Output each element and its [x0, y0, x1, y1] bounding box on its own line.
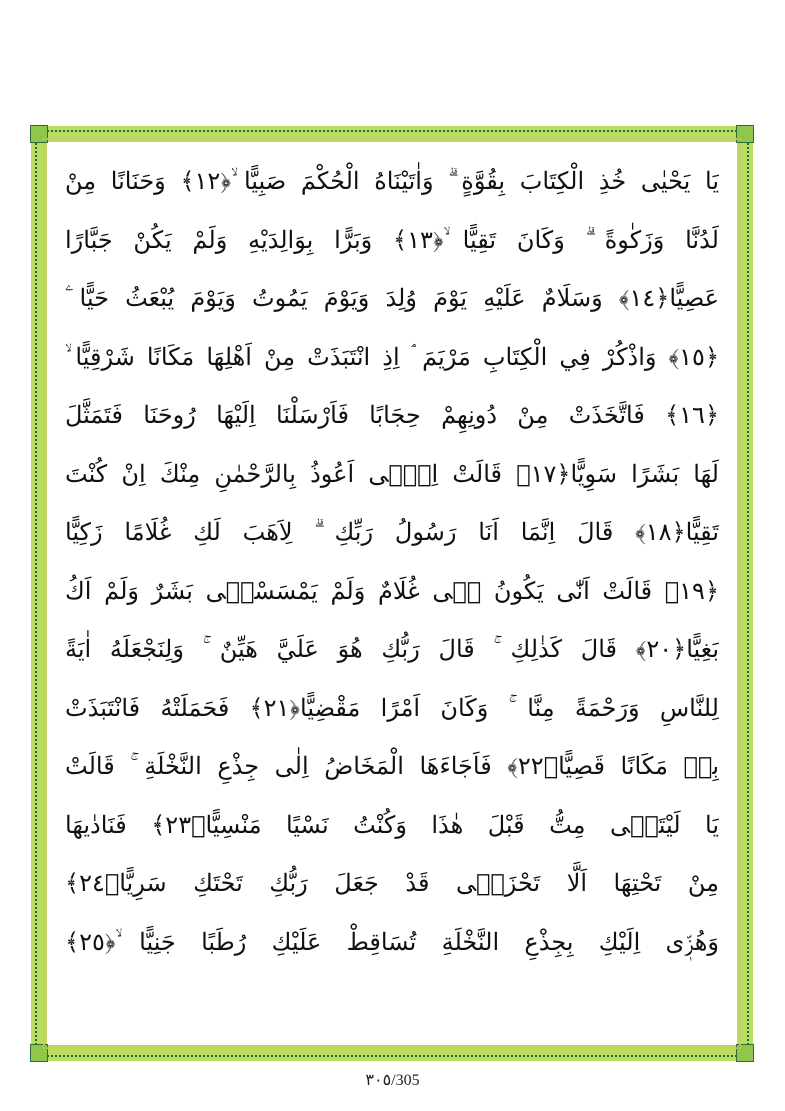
verse-line: يَا لَيْتَنٖى مِتُّ قَبْلَ هٰذَا وَكُنْتُ نَسْيًا مَنْسِيًّا﴿٢٣﴾ فَنَادٰيهَا — [65, 810, 719, 839]
verse-line: ﴿١٦﴾ فَاتَّخَذَتْ مِنْ دُونِهِمْ حِجَابًا فَاَرْسَلْنَا اِلَيْهَا رُوحَنَا فَتَمَثَّلَ — [65, 401, 719, 429]
verse-text-block — [65, 152, 719, 1035]
verse-line: يَا يَحْيٰى خُذِ الْكِتَابَ بِقُوَّةٍ ۗ وَاٰتَيْنَاهُ الْحُكْمَ صَبِيًّا ۙ﴿١٢﴾ وَحَنَانًا مِنْ — [65, 167, 719, 195]
verse-line: عَصِيًّا﴿١٤﴾ وَسَلَامٌ عَلَيْهِ يَوْمَ وُلِدَ وَيَوْمَ يَمُوتُ وَيَوْمَ يُبْعَثُ حَيًّا ۧ — [65, 284, 719, 312]
verse-line: لَهَا بَشَرًا سَوِيًّا﴿١٧﴾ قَالَتْ اِنّٖى اَعُوذُ بِالرَّحْمٰنِ مِنْكَ اِنْ كُنْتَ — [65, 459, 719, 488]
verse-line: وَهُزّٖى اِلَيْكِ بِجِذْعِ النَّخْلَةِ تُسَاقِطْ عَلَيْكِ رُطَبًا جَنِيًّا ۙ﴿٢٥﴾ — [65, 927, 719, 956]
verse-line: ﴿١٥﴾ وَاذْكُرْ فِي الْكِتَابِ مَرْيَمَ ۘ اِذِ انْتَبَذَتْ مِنْ اَهْلِهَا مَكَانًا شَرْقِيًّا ۙ — [65, 342, 719, 371]
verse-line: لِلنَّاسِ وَرَحْمَةً مِنَّا ۚ وَكَانَ اَمْرًا مَقْضِيًّا﴿٢١﴾ فَحَمَلَتْهُ فَانْتَبَذَتْ — [65, 693, 719, 722]
verse-line: بِهٖ مَكَانًا قَصِيًّا﴿٢٢﴾ فَاَجَاءَهَا الْمَخَاضُ اِلٰى جِذْعِ النَّخْلَةِ ۚ قَالَتْ — [65, 752, 719, 780]
verse-line: مِنْ تَحْتِهَا اَلَّا تَحْزَنٖى قَدْ جَعَلَ رَبُّكِ تَحْتَكِ سَرِيًّا﴿٢٤﴾ — [65, 869, 719, 897]
frame-corner-ornament — [30, 1044, 48, 1062]
frame-corner-ornament — [30, 125, 48, 143]
verse-line: ﴿١٩﴾ قَالَتْ اَنّٰى يَكُونُ لٖى غُلَامٌ وَلَمْ يَمْسَسْنٖى بَشَرٌ وَلَمْ اَكُ — [65, 576, 719, 605]
verse-line: تَقِيًّا﴿١٨﴾ قَالَ اِنَّمَا اَنَا رَسُولُ رَبِّكِ ۗ لِاَهَبَ لَكِ غُلَامًا زَكِيًّا — [65, 518, 719, 546]
frame-corner-ornament — [736, 1044, 754, 1062]
verse-line: لَدُنَّا وَزَكٰوةً ۗ وَكَانَ تَقِيًّا ۙ﴿١٣﴾ وَبَرًّا بِوَالِدَيْهِ وَلَمْ يَكُنْ جَبَّارًا — [65, 225, 719, 254]
page-number: ٣٠٥/305 — [365, 1072, 420, 1089]
verse-line: بَغِيًّا﴿٢٠﴾ قَالَ كَذٰلِكِ ۚ قَالَ رَبُّكِ هُوَ عَلَيَّ هَيِّنٌ ۚ وَلِنَجْعَلَهُ اٰيَةً — [65, 635, 719, 663]
frame-corner-ornament — [736, 125, 754, 143]
quran-page-frame — [31, 126, 753, 1061]
